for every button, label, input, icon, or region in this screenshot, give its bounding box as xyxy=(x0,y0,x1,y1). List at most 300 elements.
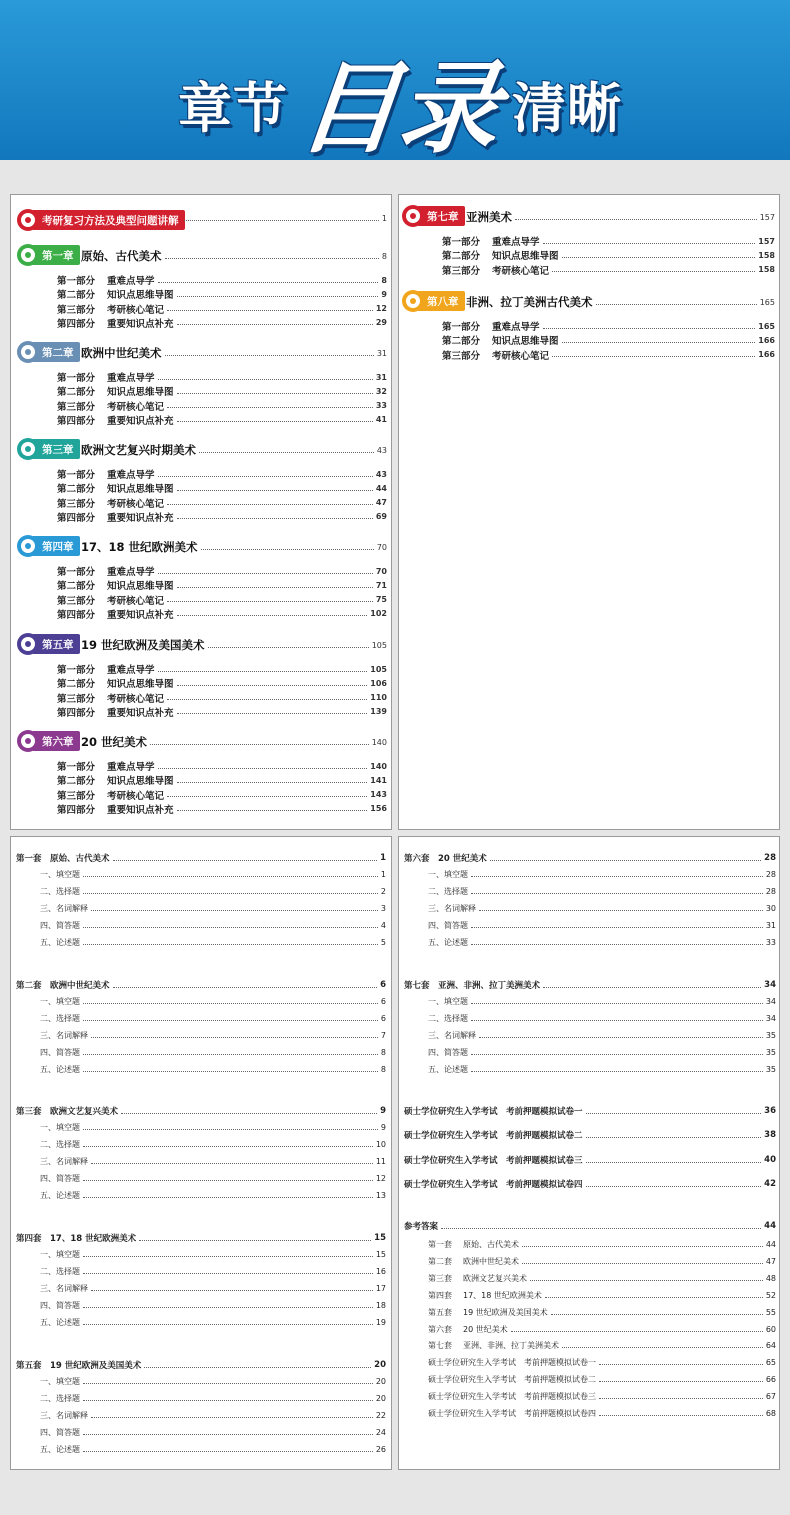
spiral-icon xyxy=(17,633,39,655)
page-number: 15 xyxy=(375,1250,386,1259)
page-number: 8 xyxy=(380,1048,386,1057)
set-item-entry[interactable] xyxy=(40,1317,386,1328)
leader-dots xyxy=(83,1434,373,1435)
set-title: 第一套 原始、古代美术 xyxy=(16,854,110,864)
chapter-6-tag: 第六章 xyxy=(33,731,80,751)
leader-dots xyxy=(83,1383,373,1384)
chapter-part-entry[interactable] xyxy=(57,316,387,330)
page-number: 69 xyxy=(375,512,387,522)
leader-dots xyxy=(83,1180,373,1181)
chapter-3-title-line[interactable] xyxy=(75,442,387,458)
part-title: 重要知识点补充 xyxy=(107,609,174,621)
set-item-entry[interactable] xyxy=(40,1030,386,1041)
leader-dots xyxy=(201,549,374,550)
chapter-part-entry[interactable] xyxy=(57,593,387,607)
part-title: 重要知识点补充 xyxy=(107,707,174,719)
leader-dots xyxy=(167,407,373,408)
part-title: 重难点导学 xyxy=(107,567,155,578)
leader-dots xyxy=(165,258,379,259)
leader-dots xyxy=(91,1163,373,1164)
leader-dots xyxy=(167,504,373,505)
item-label: 五、论述题 xyxy=(428,1065,468,1074)
answer-entry[interactable] xyxy=(428,1273,776,1284)
item-label: 一、填空题 xyxy=(428,997,468,1006)
chapter-part-entry[interactable] xyxy=(57,496,387,510)
leader-dots xyxy=(139,1240,371,1241)
banner-text-left: 章节 xyxy=(178,77,288,140)
page-number: 143 xyxy=(370,790,387,800)
set-item-entry[interactable] xyxy=(40,920,386,931)
chapter-part-entry[interactable] xyxy=(57,564,387,578)
set-item-entry[interactable] xyxy=(40,903,386,914)
answer-title: 硕士学位研究生入学考试 考前押题模拟试卷四 xyxy=(428,1409,596,1418)
set-item-entry[interactable] xyxy=(428,937,776,948)
item-label: 二、选择题 xyxy=(428,887,468,896)
set-item-entry[interactable] xyxy=(40,1376,386,1387)
leader-dots xyxy=(83,1273,373,1274)
leader-dots xyxy=(177,393,373,394)
item-label: 五、论述题 xyxy=(428,938,468,947)
leader-dots xyxy=(177,782,368,783)
set-title-line[interactable] xyxy=(404,852,776,864)
page-number: 1 xyxy=(381,214,387,223)
answer-set: 第二套 xyxy=(428,1256,452,1266)
spiral-icon xyxy=(402,290,424,312)
intro-badge xyxy=(17,209,185,231)
item-label: 四、简答题 xyxy=(40,1048,80,1057)
set-title-line[interactable] xyxy=(16,1105,386,1117)
page-number: 47 xyxy=(765,1256,776,1266)
leader-dots xyxy=(91,1417,373,1418)
page-number: 3 xyxy=(380,904,386,913)
chapter-2-tag: 第二章 xyxy=(33,342,80,362)
set-item-entry[interactable] xyxy=(428,903,776,914)
intro-tag: 考研复习方法及典型问题讲解 xyxy=(33,210,185,230)
set-item-entry[interactable] xyxy=(40,996,386,1007)
leader-dots xyxy=(83,1324,373,1325)
chapter-part-entry[interactable] xyxy=(57,578,387,592)
chapter-title: 17、18 世纪欧洲美术 xyxy=(81,540,198,554)
chapter-part-entry[interactable] xyxy=(57,788,387,802)
part-number: 第二部分 xyxy=(442,251,481,263)
page-number: 166 xyxy=(758,350,775,360)
item-label: 三、名词解释 xyxy=(40,1157,88,1166)
part-title: 考研核心笔记 xyxy=(107,498,165,510)
page-number: 43 xyxy=(376,445,387,455)
set-item-entry[interactable] xyxy=(40,886,386,897)
part-number: 第二部分 xyxy=(57,581,96,593)
answer-entry[interactable] xyxy=(428,1239,776,1250)
leader-dots xyxy=(158,573,373,574)
chapter-title: 原始、古代美术 xyxy=(81,249,162,263)
page-number: 7 xyxy=(380,1031,386,1040)
leader-dots xyxy=(586,1113,762,1114)
chapter-part-entry[interactable] xyxy=(57,607,387,621)
banner-text-right: 清晰 xyxy=(512,77,622,140)
part-title: 重难点导学 xyxy=(492,237,540,248)
leader-dots xyxy=(158,282,379,283)
chapter-title: 亚洲美术 xyxy=(466,210,512,224)
part-title: 考研核心笔记 xyxy=(107,790,165,802)
chapter-8-title-line[interactable] xyxy=(460,294,775,310)
chapter-title: 20 世纪美术 xyxy=(81,735,148,749)
leader-dots xyxy=(522,1246,763,1247)
set-item-entry[interactable] xyxy=(40,1249,386,1260)
page-number: 44 xyxy=(765,1240,776,1249)
answer-title: 19 世纪欧洲及美国美术 xyxy=(463,1307,548,1317)
set-item-entry[interactable] xyxy=(428,1013,776,1024)
chapter-part-entry[interactable] xyxy=(57,705,387,719)
page-number: 4 xyxy=(380,921,386,930)
chapter-part-entry[interactable] xyxy=(57,759,387,773)
item-label: 二、选择题 xyxy=(40,1267,80,1276)
page-number: 33 xyxy=(765,938,776,947)
chapter-part-entry[interactable] xyxy=(57,481,387,495)
leader-dots xyxy=(167,601,373,602)
chapter-part-entry[interactable] xyxy=(57,287,387,301)
answer-entry[interactable] xyxy=(428,1290,776,1301)
set-title-line[interactable] xyxy=(16,979,386,991)
mock-exam-line[interactable] xyxy=(404,1105,776,1117)
leader-dots xyxy=(83,1020,378,1021)
page-number: 157 xyxy=(759,212,775,222)
page-number: 71 xyxy=(375,580,387,590)
chapter-title: 欧洲文艺复兴时期美术 xyxy=(81,443,196,457)
leader-dots xyxy=(91,1290,373,1291)
set-item-entry[interactable] xyxy=(428,886,776,897)
page-number: 28 xyxy=(765,887,776,896)
part-title: 知识点思维导图 xyxy=(107,290,174,302)
answer-entry[interactable] xyxy=(428,1324,776,1335)
page-number: 66 xyxy=(765,1375,776,1385)
set-item-entry[interactable] xyxy=(40,1300,386,1311)
part-title: 知识点思维导图 xyxy=(107,679,174,691)
answer-entry[interactable] xyxy=(428,1374,776,1385)
page-number: 6 xyxy=(380,997,386,1006)
leader-dots xyxy=(83,927,378,928)
leader-dots xyxy=(208,647,369,648)
item-label: 二、选择题 xyxy=(40,1140,80,1149)
answer-title: 亚洲、非洲、拉丁美洲美术 xyxy=(463,1341,559,1351)
item-label: 二、选择题 xyxy=(428,1014,468,1023)
chapter-part-entry[interactable] xyxy=(442,348,775,362)
exercise-toc-panel-left xyxy=(10,836,392,1470)
page-number: 8 xyxy=(381,275,387,285)
chapter-8-tag: 第八章 xyxy=(418,291,465,311)
leader-dots xyxy=(113,987,378,988)
answer-entry[interactable] xyxy=(428,1256,776,1267)
page-number: 28 xyxy=(765,870,776,879)
set-item-entry[interactable] xyxy=(40,1410,386,1421)
leader-dots xyxy=(551,1314,763,1315)
leader-dots xyxy=(83,1256,373,1257)
chapter-part-entry[interactable] xyxy=(57,273,387,287)
chapter-part-entry[interactable] xyxy=(442,263,775,277)
page-number: 43 xyxy=(375,469,387,479)
part-number: 第二部分 xyxy=(57,290,96,302)
page-number: 33 xyxy=(375,401,387,411)
part-number: 第一部分 xyxy=(57,665,96,676)
page-number: 140 xyxy=(370,761,387,771)
part-title: 考研核心笔记 xyxy=(492,265,550,277)
chapter-part-entry[interactable] xyxy=(57,773,387,787)
page-number: 12 xyxy=(375,1174,386,1183)
leader-dots xyxy=(83,1400,373,1401)
leader-dots xyxy=(83,1003,378,1004)
set-title-line[interactable] xyxy=(16,1359,386,1371)
page-number: 158 xyxy=(758,250,775,260)
page-number: 10 xyxy=(375,1140,386,1149)
chapter-part-entry[interactable] xyxy=(57,302,387,316)
page-number: 165 xyxy=(759,297,775,307)
part-number: 第一部分 xyxy=(57,373,96,384)
set-title-line[interactable] xyxy=(16,1232,386,1244)
page-number: 28 xyxy=(764,853,776,863)
page-number: 19 xyxy=(375,1318,386,1327)
chapter-title: 非洲、拉丁美洲古代美术 xyxy=(466,295,593,309)
set-item-entry[interactable] xyxy=(40,1047,386,1058)
set-item-entry[interactable] xyxy=(40,1393,386,1404)
chapter-part-entry[interactable] xyxy=(57,467,387,481)
set-item-entry[interactable] xyxy=(40,1064,386,1075)
mock-exam-line[interactable] xyxy=(404,1129,776,1141)
spiral-icon xyxy=(17,730,39,752)
page-number: 35 xyxy=(765,1048,776,1057)
chapter-4-tag: 第四章 xyxy=(33,536,80,556)
chapter-part-entry[interactable] xyxy=(57,399,387,413)
page-number: 140 xyxy=(371,737,387,747)
header-banner xyxy=(0,0,790,167)
leader-dots xyxy=(158,768,368,769)
part-title: 知识点思维导图 xyxy=(107,581,174,593)
chapter-1-title-line[interactable] xyxy=(75,248,387,264)
leader-dots xyxy=(599,1381,763,1382)
chapter-part-entry[interactable] xyxy=(57,413,387,427)
leader-dots xyxy=(543,328,756,329)
set-item-entry[interactable] xyxy=(40,869,386,880)
answer-set: 第四套 xyxy=(428,1290,452,1300)
chapter-part-entry[interactable] xyxy=(442,319,775,333)
answer-entry[interactable] xyxy=(428,1307,776,1318)
answer-entry[interactable] xyxy=(428,1340,776,1351)
chapter-6-title-line[interactable] xyxy=(75,734,387,750)
set-item-entry[interactable] xyxy=(40,1266,386,1277)
answer-title: 硕士学位研究生入学考试 考前押题模拟试卷二 xyxy=(428,1375,596,1385)
answer-title: 硕士学位研究生入学考试 考前押题模拟试卷三 xyxy=(428,1392,596,1402)
part-title: 重要知识点补充 xyxy=(107,512,174,524)
set-item-entry[interactable] xyxy=(40,1173,386,1184)
item-label: 三、名词解释 xyxy=(40,1031,88,1040)
chapter-2-badge xyxy=(17,341,80,363)
item-label: 二、选择题 xyxy=(40,1394,80,1403)
item-label: 三、名词解释 xyxy=(40,1284,88,1293)
set-item-entry[interactable] xyxy=(40,1427,386,1438)
part-title: 重要知识点补充 xyxy=(107,318,174,330)
leader-dots xyxy=(479,910,763,911)
leader-dots xyxy=(562,257,756,258)
chapter-toc-panel-left xyxy=(10,194,392,830)
item-label: 四、简答题 xyxy=(428,921,468,930)
leader-dots xyxy=(511,1331,763,1332)
page-number: 13 xyxy=(375,1191,386,1200)
set-item-entry[interactable] xyxy=(40,1444,386,1455)
part-number: 第三部分 xyxy=(57,401,96,413)
leader-dots xyxy=(177,324,373,325)
answers-title-line[interactable] xyxy=(404,1220,776,1232)
page-number: 11 xyxy=(375,1157,386,1166)
page-number: 2 xyxy=(380,887,386,896)
answer-title: 17、18 世纪欧洲美术 xyxy=(463,1290,542,1300)
spiral-icon xyxy=(17,244,39,266)
leader-dots xyxy=(471,1003,763,1004)
page-number: 68 xyxy=(765,1409,776,1418)
chapter-2-title-line[interactable] xyxy=(75,345,387,361)
page-number: 44 xyxy=(764,1221,776,1231)
part-number: 第一部分 xyxy=(57,276,96,287)
chapter-4-title-line[interactable] xyxy=(75,539,387,555)
page-number: 165 xyxy=(758,321,775,331)
answer-title: 20 世纪美术 xyxy=(463,1324,508,1334)
leader-dots xyxy=(83,876,378,877)
item-label: 五、论述题 xyxy=(40,938,80,947)
set-title-line[interactable] xyxy=(404,979,776,991)
set-item-entry[interactable] xyxy=(40,1122,386,1133)
set-item-entry[interactable] xyxy=(40,1139,386,1150)
answer-set: 第一套 xyxy=(428,1240,452,1249)
part-number: 第一部分 xyxy=(57,470,96,481)
set-item-entry[interactable] xyxy=(40,1283,386,1294)
leader-dots xyxy=(471,1054,763,1055)
answer-entry[interactable] xyxy=(428,1357,776,1368)
item-label: 一、填空题 xyxy=(40,870,80,879)
item-label: 一、填空题 xyxy=(428,870,468,879)
page-number: 65 xyxy=(765,1358,776,1368)
chapter-1-tag: 第一章 xyxy=(33,245,80,265)
page-number: 110 xyxy=(370,693,387,703)
page-number: 5 xyxy=(380,938,386,947)
part-number: 第四部分 xyxy=(57,415,96,427)
chapter-part-entry[interactable] xyxy=(57,662,387,676)
leader-dots xyxy=(177,587,373,588)
chapter-part-entry[interactable] xyxy=(57,676,387,690)
chapter-part-entry[interactable] xyxy=(442,333,775,347)
part-title: 考研核心笔记 xyxy=(107,401,165,413)
intro-line[interactable] xyxy=(181,214,387,223)
chapter-8-badge xyxy=(402,290,465,312)
page-number: 34 xyxy=(764,980,776,990)
item-label: 五、论述题 xyxy=(40,1445,80,1454)
set-title: 第三套 欧洲文艺复兴美术 xyxy=(16,1107,119,1117)
page-number: 55 xyxy=(765,1307,776,1317)
item-label: 四、简答题 xyxy=(40,921,80,930)
mock-exam-line[interactable] xyxy=(404,1178,776,1190)
page-number: 26 xyxy=(375,1445,386,1454)
leader-dots xyxy=(177,713,368,714)
leader-dots xyxy=(471,876,763,877)
set-item-entry[interactable] xyxy=(40,1190,386,1201)
page-number: 31 xyxy=(375,372,387,382)
chapter-part-entry[interactable] xyxy=(442,234,775,248)
leader-dots xyxy=(441,1228,761,1229)
chapter-part-entry[interactable] xyxy=(57,691,387,705)
chapter-6-badge xyxy=(17,730,80,752)
answer-entry[interactable] xyxy=(428,1391,776,1402)
leader-dots xyxy=(543,243,756,244)
page-number: 22 xyxy=(375,1411,386,1420)
part-number: 第一部分 xyxy=(57,567,96,578)
set-item-entry[interactable] xyxy=(428,1064,776,1075)
mock-exam-line[interactable] xyxy=(404,1154,776,1166)
part-title: 考研核心笔记 xyxy=(107,595,165,607)
page-number: 156 xyxy=(370,804,387,814)
set-item-entry[interactable] xyxy=(40,1156,386,1167)
set-item-entry[interactable] xyxy=(428,996,776,1007)
page-number: 141 xyxy=(370,775,387,785)
chapter-part-entry[interactable] xyxy=(442,248,775,262)
chapter-part-entry[interactable] xyxy=(57,370,387,384)
chapter-part-entry[interactable] xyxy=(57,510,387,524)
set-item-entry[interactable] xyxy=(40,937,386,948)
page-number: 105 xyxy=(371,640,387,650)
page-number: 139 xyxy=(370,707,387,717)
answer-entry[interactable] xyxy=(428,1408,776,1419)
page-number: 32 xyxy=(375,386,387,396)
leader-dots xyxy=(83,944,378,945)
item-label: 二、选择题 xyxy=(40,887,80,896)
answer-title: 欧洲中世纪美术 xyxy=(463,1256,519,1266)
set-title-line[interactable] xyxy=(16,852,386,864)
set-item-entry[interactable] xyxy=(428,1030,776,1041)
chapter-7-title-line[interactable] xyxy=(460,209,775,225)
part-title: 知识点思维导图 xyxy=(107,484,174,496)
page-number: 106 xyxy=(370,678,387,688)
set-item-entry[interactable] xyxy=(428,920,776,931)
page-number: 48 xyxy=(765,1273,776,1283)
set-title: 第七套 亚洲、非洲、拉丁美洲美术 xyxy=(404,981,541,991)
set-item-entry[interactable] xyxy=(428,1047,776,1058)
part-number: 第四部分 xyxy=(57,318,96,330)
spiral-icon xyxy=(17,535,39,557)
leader-dots xyxy=(83,1307,373,1308)
leader-dots xyxy=(479,1037,763,1038)
chapter-4-badge xyxy=(17,535,80,557)
page-number: 9 xyxy=(380,1123,386,1132)
page-number: 1 xyxy=(380,853,386,863)
leader-dots xyxy=(158,379,373,380)
page-number: 41 xyxy=(375,415,387,425)
chapter-5-title-line[interactable] xyxy=(75,637,387,653)
leader-dots xyxy=(471,927,763,928)
leader-dots xyxy=(471,944,763,945)
chapter-part-entry[interactable] xyxy=(57,384,387,398)
leader-dots xyxy=(83,1146,373,1147)
part-number: 第四部分 xyxy=(57,512,96,524)
part-title: 知识点思维导图 xyxy=(492,251,559,263)
page-number: 158 xyxy=(758,265,775,275)
set-item-entry[interactable] xyxy=(40,1013,386,1024)
part-number: 第二部分 xyxy=(442,336,481,348)
part-number: 第一部分 xyxy=(57,762,96,773)
chapter-part-entry[interactable] xyxy=(57,802,387,816)
item-label: 二、选择题 xyxy=(40,1014,80,1023)
page-number: 1 xyxy=(380,870,386,879)
page-number: 67 xyxy=(765,1392,776,1402)
part-number: 第一部分 xyxy=(442,237,481,248)
leader-dots xyxy=(471,1071,763,1072)
leader-dots xyxy=(599,1415,763,1416)
page-number: 9 xyxy=(381,289,387,299)
set-item-entry[interactable] xyxy=(428,869,776,880)
